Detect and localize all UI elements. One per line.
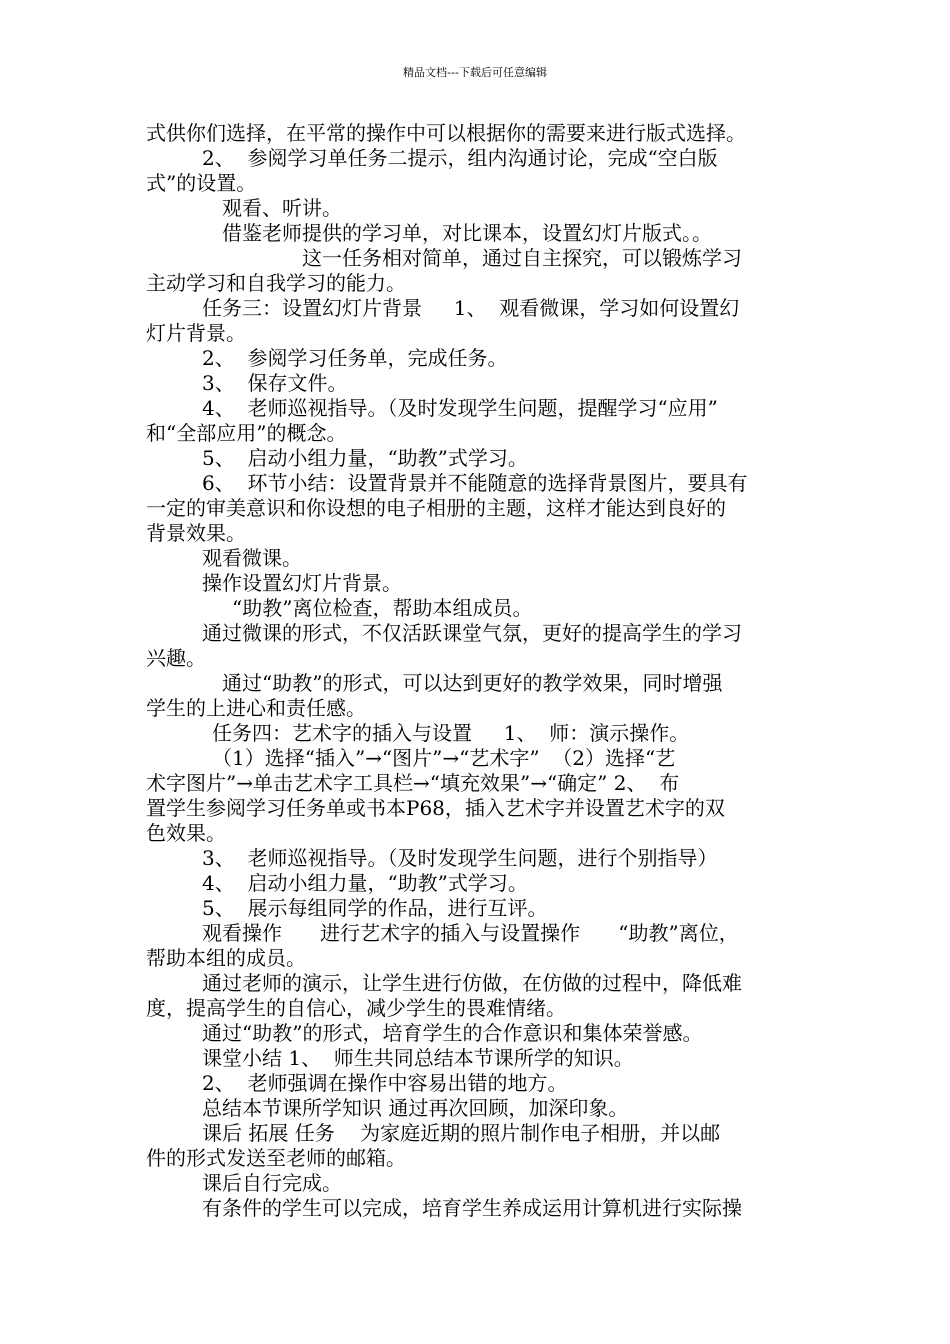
- text-line: 2、 参阅学习单任务二提示，组内沟通讨论，完成“空白版: [202, 146, 718, 170]
- text-line: 2、 参阅学习任务单，完成任务。: [202, 346, 508, 370]
- text-line: 课后 拓展 任务 为家庭近期的照片制作电子相册，并以邮: [202, 1121, 721, 1145]
- text-line: 背景效果。: [146, 521, 246, 545]
- text-line: 4、 老师巡视指导。（及时发现学生问题，提醒学习“应用”: [202, 396, 718, 420]
- text-line: 5、 启动小组力量，“助教”式学习。: [202, 446, 528, 470]
- text-line: 3、 保存文件。: [202, 371, 348, 395]
- text-line: 术字图片”→单击艺术字工具栏→“填充效果”→“确定” 2、 布: [146, 771, 680, 795]
- text-line: 任务三：设置幻灯片背景 1、 观看微课，学习如何设置幻: [202, 296, 740, 320]
- text-line: 2、 老师强调在操作中容易出错的地方。: [202, 1071, 568, 1095]
- text-line: 度，提高学生的自信心，减少学生的畏难情绪。: [146, 996, 566, 1020]
- text-line: 通过老师的演示，让学生进行仿做，在仿做的过程中，降低难: [202, 971, 742, 995]
- text-line: 观看微课。: [202, 546, 302, 570]
- text-line: 6、 环节小结：设置背景并不能随意的选择背景图片，要具有: [202, 471, 748, 495]
- text-line: 件的形式发送至老师的邮箱。: [146, 1146, 406, 1170]
- text-line: 式”的设置。: [146, 171, 257, 195]
- text-line: 通过微课的形式，不仅活跃课堂气氛，更好的提高学生的学习: [202, 621, 742, 645]
- text-line: 通过“助教”的形式，可以达到更好的教学效果，同时增强: [222, 671, 723, 695]
- text-line: 学生的上进心和责任感。: [146, 696, 366, 720]
- text-line: 兴趣。: [146, 646, 206, 670]
- text-line: 操作设置幻灯片背景。: [202, 571, 402, 595]
- text-line: 课堂小结 1、 师生共同总结本节课所学的知识。: [202, 1046, 634, 1070]
- text-line: 和“全部应用”的概念。: [146, 421, 347, 445]
- text-line: 这一任务相对简单，通过自主探究，可以锻炼学习: [302, 246, 742, 270]
- text-line: 通过“助教”的形式，培育学生的合作意识和集体荣誉感。: [202, 1021, 703, 1045]
- text-line: 灯片背景。: [146, 321, 246, 345]
- text-line: （1）选择“插入”→“图片”→“艺术字” （2）选择“艺: [212, 746, 676, 770]
- document-body: [146, 121, 810, 1221]
- text-line: 5、 展示每组同学的作品，进行互评。: [202, 896, 548, 920]
- text-line: 4、 启动小组力量，“助教”式学习。: [202, 871, 528, 895]
- text-line: 观看、听讲。: [222, 196, 342, 220]
- text-line: 置学生参阅学习任务单或书本P68，插入艺术字并设置艺术字的双: [146, 796, 725, 820]
- text-line: 观看操作 进行艺术字的插入与设置操作 “助教”离位，: [202, 921, 739, 945]
- text-line: 帮助本组的成员。: [146, 946, 306, 970]
- text-line: “助教”离位检查，帮助本组成员。: [232, 596, 533, 620]
- text-line: 借鉴老师提供的学习单，对比课本，设置幻灯片版式。。: [222, 221, 712, 245]
- page-header: 精品文档---下载后可任意编辑: [403, 66, 547, 79]
- text-line: 有条件的学生可以完成，培育学生养成运用计算机进行实际操: [202, 1196, 742, 1220]
- text-line: 总结本节课所学知识 通过再次回顾，加深印象。: [202, 1096, 629, 1120]
- text-line: 式供你们选择，在平常的操作中可以根据你的需要来进行版式选择。: [146, 121, 746, 145]
- text-line: 一定的审美意识和你设想的电子相册的主题，这样才能达到良好的: [146, 496, 726, 520]
- text-line: 主动学习和自我学习的能力。: [146, 271, 406, 295]
- text-line: 3、 老师巡视指导。（及时发现学生问题，进行个别指导）: [202, 846, 718, 870]
- text-line: 课后自行完成。: [202, 1171, 342, 1195]
- text-line: 色效果。: [146, 821, 226, 845]
- text-line: 任务四：艺术字的插入与设置 1、 师：演示操作。: [212, 721, 690, 745]
